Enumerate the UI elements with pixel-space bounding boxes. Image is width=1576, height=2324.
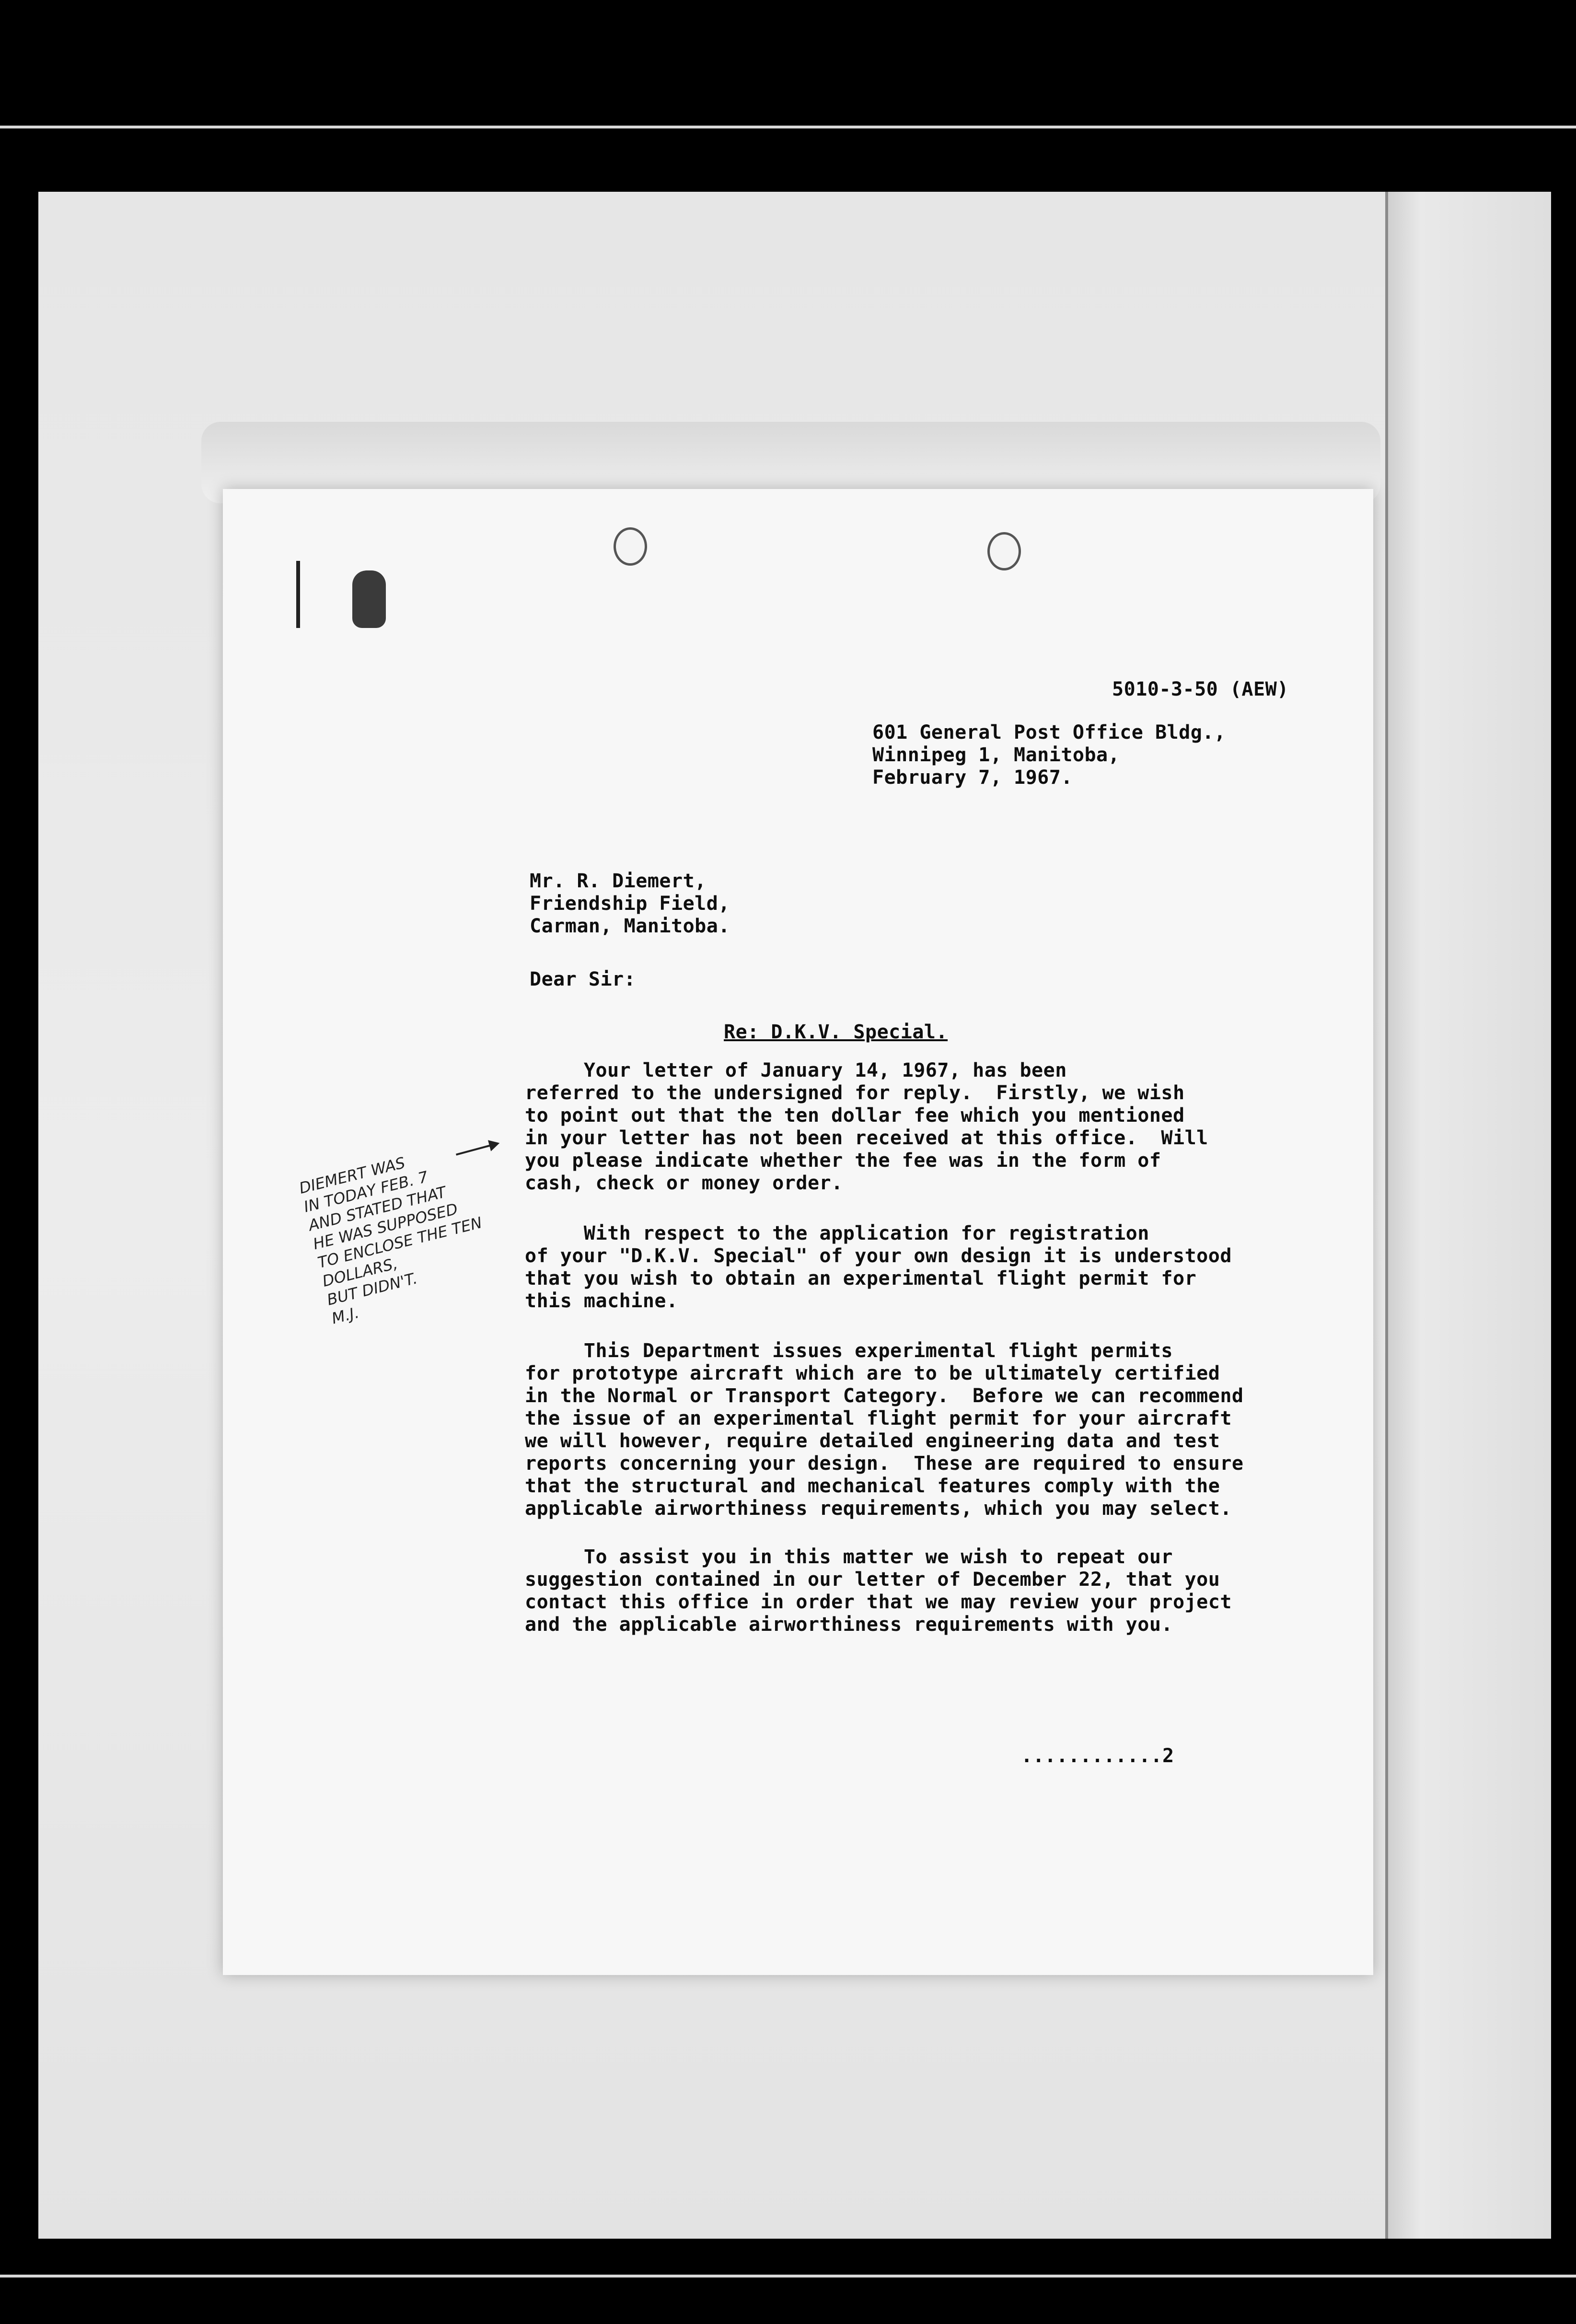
body-line: reports concerning your design. These are required to ensure xyxy=(525,1452,1244,1475)
body-line: to point out that the ten dollar fee which you mentioned xyxy=(525,1104,1185,1127)
body-line: contact this office in order that we may review your project xyxy=(525,1591,1232,1613)
punch-hole-right xyxy=(987,532,1021,570)
letter-date: February 7, 1967. xyxy=(872,767,1073,789)
body-line: this machine. xyxy=(525,1290,678,1312)
body-line: in the Normal or Transport Category. Before we can recommend xyxy=(525,1385,1244,1407)
body-line: This Department issues experimental flight permits xyxy=(525,1340,1173,1362)
handwritten-note: DIEMERT WAS IN TODAY FEB. 7 AND STATED THAT HE WAS SUPPOSED TO ENCLOSE THE TEN DOLLARS, BUT DIDN'T. M.J. xyxy=(297,1153,484,1328)
address-line: Winnipeg 1, Manitoba, xyxy=(872,744,1120,766)
body-line: that you wish to obtain an experimental flight permit for xyxy=(525,1267,1197,1290)
body-line: and the applicable airworthiness requirements with you. xyxy=(525,1614,1173,1636)
body-line: the issue of an experimental flight permit for your aircraft xyxy=(525,1407,1232,1429)
body-line: applicable airworthiness requirements, which you may select. xyxy=(525,1498,1232,1520)
body-line: you please indicate whether the fee was in the form of xyxy=(525,1150,1161,1172)
body-line: With respect to the application for registration xyxy=(525,1222,1149,1244)
margin-mark xyxy=(296,561,300,628)
body-line: Your letter of January 14, 1967, has been xyxy=(525,1059,1067,1081)
file-reference: 5010-3-50 (AEW) xyxy=(1112,678,1289,700)
salutation: Dear Sir: xyxy=(530,968,636,990)
backing-page-edge xyxy=(1385,192,1551,2239)
film-edge-bottom xyxy=(0,2275,1576,2278)
staple-mark xyxy=(352,570,386,628)
body-line: To assist you in this matter we wish to repeat our xyxy=(525,1546,1173,1568)
body-line: in your letter has not been received at this office. Will xyxy=(525,1127,1208,1149)
body-line: for prototype aircraft which are to be ultimately certified xyxy=(525,1362,1220,1384)
body-line: that the structural and mechanical features comply with the xyxy=(525,1475,1220,1497)
recipient-line: Mr. R. Diemert, xyxy=(530,870,707,892)
body-line: of your "D.K.V. Special" of your own design it is understood xyxy=(525,1245,1232,1267)
body-line: suggestion contained in our letter of December 22, that you xyxy=(525,1569,1220,1591)
body-line: cash, check or money order. xyxy=(525,1172,843,1194)
body-line: referred to the undersigned for reply. Firstly, we wish xyxy=(525,1082,1185,1104)
film-edge-top xyxy=(0,126,1576,128)
punch-hole-left xyxy=(614,527,647,566)
address-line: 601 General Post Office Bldg., xyxy=(872,721,1226,744)
recipient-line: Carman, Manitoba. xyxy=(530,915,730,937)
continuation-marker: ............2 xyxy=(1021,1745,1174,1767)
body-line: we will however, require detailed engineering data and test xyxy=(525,1430,1220,1452)
subject-line: Re: D.K.V. Special. xyxy=(724,1021,948,1043)
recipient-line: Friendship Field, xyxy=(530,893,730,915)
